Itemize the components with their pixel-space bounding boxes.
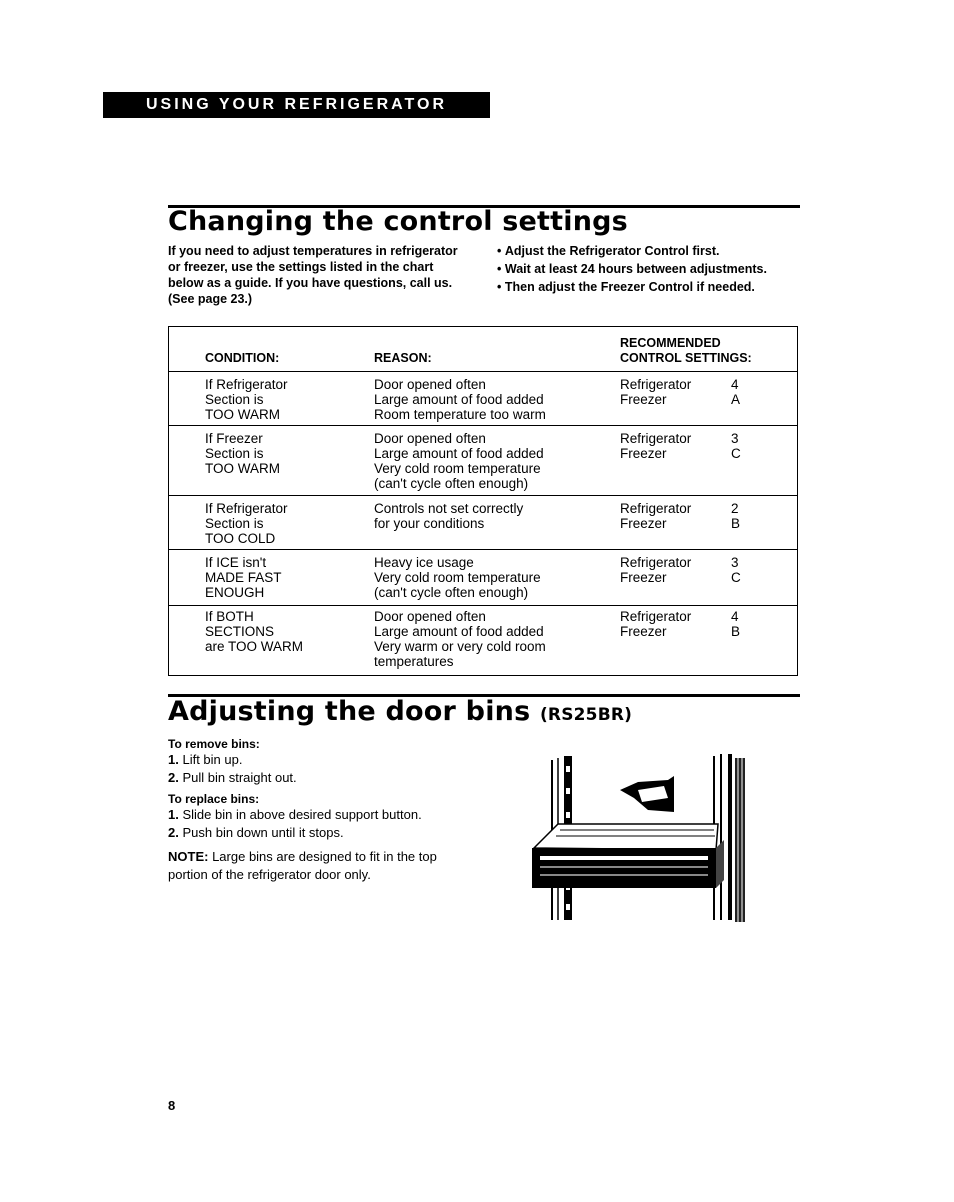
cell-line: Door opened often xyxy=(374,377,486,392)
settings-value-cell xyxy=(731,501,740,531)
cell-line: are TOO WARM xyxy=(205,639,304,654)
door-bins-model: (RS25BR) xyxy=(539,705,633,725)
cell-line: temperatures xyxy=(374,654,454,669)
bullet-item: • Adjust the Refrigerator Control first. xyxy=(497,242,797,260)
cell-line: Heavy ice usage xyxy=(374,555,474,570)
cell-line: Refrigerator xyxy=(620,609,692,624)
table-row xyxy=(169,549,797,606)
door-bins-instructions xyxy=(168,737,498,884)
intro-line: or freezer, use the settings listed in the chart xyxy=(168,260,434,274)
control-settings-bullets xyxy=(497,242,797,296)
condition-cell xyxy=(205,501,288,546)
table-row xyxy=(169,605,797,675)
cell-line: TOO COLD xyxy=(205,531,276,546)
support-button xyxy=(566,812,570,818)
cell-line: 4 xyxy=(731,609,739,624)
cell-line: (can't cycle often enough) xyxy=(374,476,529,491)
cell-line: If Refrigerator xyxy=(205,377,288,392)
note-line: Large bins are designed to fit in the top xyxy=(212,849,437,864)
cell-line: Very cold room temperature xyxy=(374,570,541,585)
header-reason: REASON: xyxy=(374,351,432,365)
replace-step xyxy=(168,806,498,824)
table-header xyxy=(169,327,797,372)
cell-line: Refrigerator xyxy=(620,555,692,570)
cell-line: Freezer xyxy=(620,516,667,531)
control-settings-title: Changing the control settings xyxy=(168,206,628,237)
cell-line: C xyxy=(731,446,741,461)
cell-line: If BOTH xyxy=(205,609,254,624)
cell-line: If Freezer xyxy=(205,431,263,446)
replace-step xyxy=(168,824,498,842)
step-text: Push bin down until it stops. xyxy=(182,825,344,840)
door-bin-illustration xyxy=(528,752,750,924)
reason-cell xyxy=(374,377,546,422)
cell-line: Door opened often xyxy=(374,609,486,624)
cell-line: Room temperature too warm xyxy=(374,407,546,422)
cell-line: Refrigerator xyxy=(620,501,692,516)
cell-line: Very cold room temperature xyxy=(374,461,541,476)
cell-line: (can't cycle often enough) xyxy=(374,585,529,600)
cell-line: If ICE isn't xyxy=(205,555,267,570)
bullet-item: • Then adjust the Freezer Control if needed. xyxy=(497,278,797,296)
settings-label-cell xyxy=(620,609,691,639)
intro-line: (See page 23.) xyxy=(168,292,253,306)
cell-line: 3 xyxy=(731,555,739,570)
cell-line: 2 xyxy=(731,501,739,516)
reason-cell xyxy=(374,609,546,669)
cell-line: Very warm or very cold room xyxy=(374,639,546,654)
control-settings-table xyxy=(168,326,798,676)
reason-cell xyxy=(374,555,541,600)
cell-line: Section is xyxy=(205,392,264,407)
door-bins-title-text: Adjusting the door bins xyxy=(168,696,531,727)
cell-line: TOO WARM xyxy=(205,461,280,476)
cell-line: C xyxy=(731,570,741,585)
control-settings-intro xyxy=(168,243,488,307)
settings-value-cell xyxy=(731,431,741,461)
header-settings-line1: RECOMMENDED xyxy=(620,336,721,350)
door-bin xyxy=(534,824,718,850)
settings-value-cell xyxy=(731,609,740,639)
settings-label-cell xyxy=(620,555,691,585)
step-number: 2. xyxy=(168,770,179,785)
cell-line: Freezer xyxy=(620,624,667,639)
intro-line: below as a guide. If you have questions, call us. xyxy=(168,276,453,290)
cell-line: Door opened often xyxy=(374,431,486,446)
step-number: 1. xyxy=(168,752,179,767)
cell-line: Large amount of food added xyxy=(374,392,544,407)
cell-line: Large amount of food added xyxy=(374,624,544,639)
settings-label-cell xyxy=(620,431,691,461)
step-text: Slide bin in above desired support button. xyxy=(182,807,422,822)
header-condition: CONDITION: xyxy=(205,351,280,365)
cell-line: Freezer xyxy=(620,570,667,585)
cell-line: Freezer xyxy=(620,392,667,407)
step-text: Lift bin up. xyxy=(182,752,243,767)
cell-line: Section is xyxy=(205,516,264,531)
cell-line: Freezer xyxy=(620,446,667,461)
step-number: 2. xyxy=(168,825,179,840)
settings-value-cell xyxy=(731,555,741,585)
table-row xyxy=(169,495,797,550)
step-text: Pull bin straight out. xyxy=(182,770,297,785)
support-button xyxy=(566,788,570,794)
cell-line: B xyxy=(731,516,741,531)
cell-line: TOO WARM xyxy=(205,407,280,422)
reason-cell xyxy=(374,431,544,491)
cell-line: Controls not set correctly xyxy=(374,501,524,516)
replace-heading: To replace bins: xyxy=(168,792,260,806)
cell-line: MADE FAST xyxy=(205,570,282,585)
settings-label-cell xyxy=(620,501,691,531)
remove-heading: To remove bins: xyxy=(168,737,260,751)
cell-line: Section is xyxy=(205,446,264,461)
cell-line: SECTIONS xyxy=(205,624,275,639)
cell-line: for your conditions xyxy=(374,516,485,531)
intro-line: If you need to adjust temperatures in refrigerator xyxy=(168,244,458,258)
remove-step xyxy=(168,769,498,787)
condition-cell xyxy=(205,431,280,476)
door-bins-title xyxy=(168,696,632,727)
support-button xyxy=(566,766,570,772)
note xyxy=(168,848,498,884)
cell-line: B xyxy=(731,624,741,639)
settings-value-cell xyxy=(731,377,740,407)
table-row xyxy=(169,425,797,496)
support-button xyxy=(566,904,570,910)
reason-cell xyxy=(374,501,523,531)
cell-line: Refrigerator xyxy=(620,431,692,446)
note-label: NOTE: xyxy=(168,849,209,864)
step-number: 1. xyxy=(168,807,179,822)
bullet-item: • Wait at least 24 hours between adjustments. xyxy=(497,260,797,278)
cell-line: Refrigerator xyxy=(620,377,692,392)
note-line: portion of the refrigerator door only. xyxy=(168,867,371,882)
settings-label-cell xyxy=(620,377,691,407)
condition-cell xyxy=(205,377,288,422)
table-row xyxy=(169,371,797,426)
cell-line: 4 xyxy=(731,377,739,392)
cell-line: A xyxy=(731,392,741,407)
page-number: 8 xyxy=(168,1098,176,1113)
section-banner: USING YOUR REFRIGERATOR xyxy=(103,92,490,118)
cell-line: ENOUGH xyxy=(205,585,265,600)
cell-line: If Refrigerator xyxy=(205,501,288,516)
remove-step xyxy=(168,751,498,769)
condition-cell xyxy=(205,555,282,600)
cell-line: 3 xyxy=(731,431,739,446)
condition-cell xyxy=(205,609,303,654)
cell-line: Large amount of food added xyxy=(374,446,544,461)
header-settings-line2: CONTROL SETTINGS: xyxy=(620,351,752,365)
